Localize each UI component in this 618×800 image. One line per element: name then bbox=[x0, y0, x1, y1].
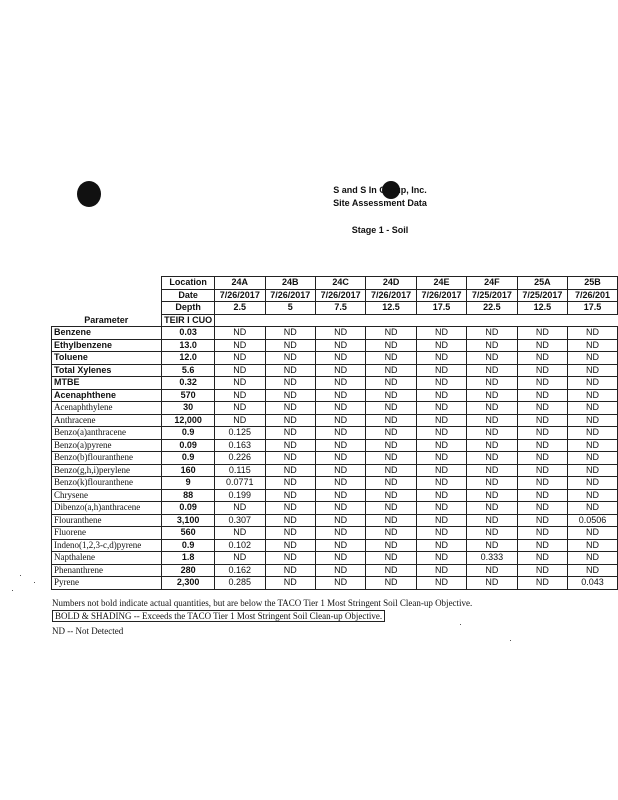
result-cell: ND bbox=[215, 527, 265, 540]
result-cell: ND bbox=[467, 489, 517, 502]
result-cell: ND bbox=[315, 489, 365, 502]
result-cell: ND bbox=[568, 352, 618, 365]
result-cell: 0.307 bbox=[215, 514, 265, 527]
result-cell: ND bbox=[366, 339, 416, 352]
depth-cell: 7.5 bbox=[315, 302, 365, 315]
date-cell: 7/25/2017 bbox=[517, 289, 567, 302]
result-cell: ND bbox=[366, 414, 416, 427]
result-cell: ND bbox=[366, 477, 416, 490]
result-cell: 0.162 bbox=[215, 564, 265, 577]
result-cell: ND bbox=[215, 364, 265, 377]
parameter-cell: Total Xylenes bbox=[52, 364, 162, 377]
result-cell: ND bbox=[215, 389, 265, 402]
date-cell: 7/26/201 bbox=[568, 289, 618, 302]
result-cell: ND bbox=[467, 414, 517, 427]
date-cell: 7/26/2017 bbox=[416, 289, 466, 302]
result-cell: ND bbox=[265, 377, 315, 390]
result-cell: ND bbox=[215, 327, 265, 340]
result-cell: ND bbox=[517, 339, 567, 352]
parameter-cell: Flouranthene bbox=[52, 514, 162, 527]
result-cell: ND bbox=[215, 414, 265, 427]
result-cell: ND bbox=[315, 389, 365, 402]
result-cell: ND bbox=[265, 389, 315, 402]
result-cell: ND bbox=[517, 552, 567, 565]
result-cell: ND bbox=[467, 527, 517, 540]
result-cell: ND bbox=[467, 514, 517, 527]
result-cell: ND bbox=[416, 464, 466, 477]
result-cell: ND bbox=[315, 527, 365, 540]
result-cell: ND bbox=[568, 564, 618, 577]
table-row bbox=[52, 464, 618, 477]
note-values: Numbers not bold indicate actual quantities, but are below the TACO Tier 1 Most Stringent Soil Clean-up Objective. bbox=[52, 598, 473, 608]
result-cell: ND bbox=[416, 502, 466, 515]
result-cell: ND bbox=[265, 352, 315, 365]
parameter-cell: Benzene bbox=[52, 327, 162, 340]
location-cell: 25B bbox=[568, 277, 618, 290]
result-cell: ND bbox=[416, 364, 466, 377]
tier-value-cell: 1.8 bbox=[162, 552, 215, 565]
result-cell: ND bbox=[517, 527, 567, 540]
result-cell: ND bbox=[467, 389, 517, 402]
result-cell: ND bbox=[416, 339, 466, 352]
result-cell: 0.163 bbox=[215, 439, 265, 452]
parameter-cell: Pyrene bbox=[52, 577, 162, 590]
ink-blot-left bbox=[77, 181, 101, 207]
result-cell: ND bbox=[568, 364, 618, 377]
result-cell: 0.333 bbox=[467, 552, 517, 565]
depth-cell: 12.5 bbox=[366, 302, 416, 315]
result-cell: ND bbox=[366, 439, 416, 452]
result-cell: ND bbox=[315, 427, 365, 440]
result-cell: ND bbox=[467, 439, 517, 452]
result-cell: ND bbox=[366, 364, 416, 377]
result-cell: ND bbox=[568, 377, 618, 390]
parameter-cell: MTBE bbox=[52, 377, 162, 390]
result-cell: ND bbox=[416, 414, 466, 427]
result-cell: ND bbox=[416, 427, 466, 440]
result-cell: ND bbox=[315, 464, 365, 477]
result-cell: ND bbox=[568, 402, 618, 415]
result-cell: ND bbox=[568, 439, 618, 452]
parameter-cell: Indeno(1,2,3-c,d)pyrene bbox=[52, 539, 162, 552]
result-cell: 0.0771 bbox=[215, 477, 265, 490]
result-cell: ND bbox=[265, 414, 315, 427]
result-cell: ND bbox=[215, 402, 265, 415]
result-cell: ND bbox=[416, 352, 466, 365]
table-row bbox=[52, 527, 618, 540]
result-cell: ND bbox=[568, 427, 618, 440]
tier-value-cell: 0.09 bbox=[162, 502, 215, 515]
parameter-header-row bbox=[52, 314, 618, 327]
location-cell: 24E bbox=[416, 277, 466, 290]
table-row bbox=[52, 489, 618, 502]
tier-value-cell: 30 bbox=[162, 402, 215, 415]
scan-speck bbox=[34, 582, 35, 583]
table-row bbox=[52, 564, 618, 577]
table-row bbox=[52, 402, 618, 415]
result-cell: 0.115 bbox=[215, 464, 265, 477]
result-cell: ND bbox=[215, 502, 265, 515]
table-row bbox=[52, 327, 618, 340]
date-row bbox=[52, 289, 618, 302]
result-cell: ND bbox=[265, 427, 315, 440]
result-cell: ND bbox=[467, 377, 517, 390]
result-cell: ND bbox=[265, 439, 315, 452]
result-cell: ND bbox=[315, 502, 365, 515]
result-cell: ND bbox=[416, 577, 466, 590]
result-cell: ND bbox=[568, 464, 618, 477]
scan-speck bbox=[12, 590, 13, 591]
result-cell: ND bbox=[568, 452, 618, 465]
result-cell: ND bbox=[366, 539, 416, 552]
result-cell: ND bbox=[366, 489, 416, 502]
result-cell: ND bbox=[467, 352, 517, 365]
result-cell: ND bbox=[467, 364, 517, 377]
result-cell: ND bbox=[416, 477, 466, 490]
result-cell: ND bbox=[416, 389, 466, 402]
result-cell: ND bbox=[315, 539, 365, 552]
result-cell: ND bbox=[366, 527, 416, 540]
depth-label: Depth bbox=[162, 302, 215, 315]
stage-label: Stage 1 - Soil bbox=[351, 225, 409, 235]
parameter-cell: Benzo(k)flouranthene bbox=[52, 477, 162, 490]
scan-speck bbox=[460, 624, 461, 625]
result-cell: ND bbox=[517, 489, 567, 502]
parameter-cell: Benzo(a)pyrene bbox=[52, 439, 162, 452]
result-cell: ND bbox=[265, 564, 315, 577]
depth-cell: 2.5 bbox=[215, 302, 265, 315]
report-subtitle: Site Assessment Data bbox=[333, 198, 427, 208]
result-cell: ND bbox=[568, 539, 618, 552]
table-row bbox=[52, 539, 618, 552]
date-cell: 7/26/2017 bbox=[215, 289, 265, 302]
table-row bbox=[52, 552, 618, 565]
result-cell: ND bbox=[467, 427, 517, 440]
result-cell: ND bbox=[366, 464, 416, 477]
table-row bbox=[52, 577, 618, 590]
result-cell: ND bbox=[366, 552, 416, 565]
table-row bbox=[52, 364, 618, 377]
result-cell: ND bbox=[265, 527, 315, 540]
result-cell: ND bbox=[467, 452, 517, 465]
result-cell: ND bbox=[315, 414, 365, 427]
result-cell: ND bbox=[517, 389, 567, 402]
result-cell: ND bbox=[366, 402, 416, 415]
tier-value-cell: 0.03 bbox=[162, 327, 215, 340]
result-cell: ND bbox=[416, 514, 466, 527]
tier-value-cell: 9 bbox=[162, 477, 215, 490]
result-cell: ND bbox=[517, 427, 567, 440]
result-cell: ND bbox=[568, 489, 618, 502]
parameter-cell: Benzo(a)anthracene bbox=[52, 427, 162, 440]
table-row bbox=[52, 439, 618, 452]
location-cell: 24F bbox=[467, 277, 517, 290]
tier-value-cell: 560 bbox=[162, 527, 215, 540]
result-cell: ND bbox=[467, 464, 517, 477]
result-cell: ND bbox=[568, 327, 618, 340]
result-cell: ND bbox=[366, 377, 416, 390]
tier-value-cell: 0.9 bbox=[162, 452, 215, 465]
result-cell: ND bbox=[265, 364, 315, 377]
location-cell: 25A bbox=[517, 277, 567, 290]
result-cell: 0.125 bbox=[215, 427, 265, 440]
result-cell: ND bbox=[568, 502, 618, 515]
result-cell: ND bbox=[467, 402, 517, 415]
tier-value-cell: 0.09 bbox=[162, 439, 215, 452]
result-cell: ND bbox=[517, 539, 567, 552]
date-cell: 7/25/2017 bbox=[467, 289, 517, 302]
result-cell: ND bbox=[315, 514, 365, 527]
tier-header: TEIR I CUO bbox=[162, 314, 215, 327]
result-cell: ND bbox=[315, 552, 365, 565]
result-cell: ND bbox=[467, 577, 517, 590]
result-cell: ND bbox=[265, 402, 315, 415]
scan-speck bbox=[20, 575, 21, 576]
result-cell: ND bbox=[416, 539, 466, 552]
result-cell: ND bbox=[517, 452, 567, 465]
location-label: Location bbox=[162, 277, 215, 290]
result-cell: ND bbox=[416, 377, 466, 390]
result-cell: ND bbox=[265, 577, 315, 590]
result-cell: ND bbox=[315, 377, 365, 390]
result-cell: ND bbox=[517, 577, 567, 590]
parameter-cell: Benzo(g,h,i)perylene bbox=[52, 464, 162, 477]
result-cell: ND bbox=[517, 414, 567, 427]
result-cell: ND bbox=[265, 552, 315, 565]
date-label: Date bbox=[162, 289, 215, 302]
result-cell: ND bbox=[416, 452, 466, 465]
parameter-cell: Toluene bbox=[52, 352, 162, 365]
result-cell: ND bbox=[366, 389, 416, 402]
location-row bbox=[52, 277, 618, 290]
result-cell: ND bbox=[568, 414, 618, 427]
result-cell: ND bbox=[265, 502, 315, 515]
result-cell: ND bbox=[517, 514, 567, 527]
table-row bbox=[52, 427, 618, 440]
note-not-detected: ND -- Not Detected bbox=[52, 626, 124, 636]
result-cell: ND bbox=[568, 389, 618, 402]
result-cell: ND bbox=[265, 514, 315, 527]
result-cell: ND bbox=[416, 489, 466, 502]
result-cell: ND bbox=[315, 577, 365, 590]
result-cell: ND bbox=[215, 352, 265, 365]
tier-value-cell: 160 bbox=[162, 464, 215, 477]
tier-value-cell: 0.32 bbox=[162, 377, 215, 390]
result-cell: ND bbox=[517, 464, 567, 477]
table-row bbox=[52, 502, 618, 515]
result-cell: ND bbox=[568, 552, 618, 565]
result-cell: ND bbox=[416, 327, 466, 340]
parameter-header: Parameter bbox=[52, 314, 162, 327]
result-cell: ND bbox=[366, 452, 416, 465]
depth-cell: 17.5 bbox=[416, 302, 466, 315]
result-cell: ND bbox=[568, 477, 618, 490]
result-cell: ND bbox=[215, 377, 265, 390]
result-cell: ND bbox=[366, 514, 416, 527]
depth-cell: 17.5 bbox=[568, 302, 618, 315]
tier-value-cell: 0.9 bbox=[162, 427, 215, 440]
result-cell: ND bbox=[215, 552, 265, 565]
result-cell: ND bbox=[568, 339, 618, 352]
result-cell: ND bbox=[416, 402, 466, 415]
location-cell: 24B bbox=[265, 277, 315, 290]
result-cell: ND bbox=[315, 477, 365, 490]
company-title: S and S In Group, Inc. bbox=[333, 185, 427, 195]
result-cell: 0.199 bbox=[215, 489, 265, 502]
result-cell: ND bbox=[315, 352, 365, 365]
location-cell: 24A bbox=[215, 277, 265, 290]
result-cell: ND bbox=[568, 527, 618, 540]
table-row bbox=[52, 339, 618, 352]
result-cell: ND bbox=[265, 327, 315, 340]
result-cell: ND bbox=[366, 502, 416, 515]
result-cell: 0.102 bbox=[215, 539, 265, 552]
result-cell: ND bbox=[265, 477, 315, 490]
table-row bbox=[52, 352, 618, 365]
parameter-cell: Acenaphthene bbox=[52, 389, 162, 402]
parameter-cell: Ethylbenzene bbox=[52, 339, 162, 352]
depth-cell: 5 bbox=[265, 302, 315, 315]
result-cell: ND bbox=[517, 364, 567, 377]
result-cell: ND bbox=[265, 339, 315, 352]
result-cell: ND bbox=[366, 577, 416, 590]
table-row bbox=[52, 514, 618, 527]
table-row bbox=[52, 377, 618, 390]
result-cell: ND bbox=[517, 327, 567, 340]
table-row bbox=[52, 452, 618, 465]
result-cell: ND bbox=[467, 502, 517, 515]
parameter-cell: Acenaphthylene bbox=[52, 402, 162, 415]
parameter-cell: Anthracene bbox=[52, 414, 162, 427]
result-cell: ND bbox=[315, 327, 365, 340]
result-cell: ND bbox=[366, 427, 416, 440]
result-cell: ND bbox=[265, 464, 315, 477]
parameter-cell: Benzo(b)flouranthene bbox=[52, 452, 162, 465]
depth-cell: 22.5 bbox=[467, 302, 517, 315]
tier-value-cell: 13.0 bbox=[162, 339, 215, 352]
result-cell: ND bbox=[467, 327, 517, 340]
result-cell: ND bbox=[517, 352, 567, 365]
tier-value-cell: 570 bbox=[162, 389, 215, 402]
result-cell: ND bbox=[366, 564, 416, 577]
result-cell: ND bbox=[366, 352, 416, 365]
result-cell: 0.226 bbox=[215, 452, 265, 465]
table-row bbox=[52, 389, 618, 402]
depth-row bbox=[52, 302, 618, 315]
result-cell: ND bbox=[215, 339, 265, 352]
tier-value-cell: 280 bbox=[162, 564, 215, 577]
tier-value-cell: 5.6 bbox=[162, 364, 215, 377]
parameter-cell: Phenanthrene bbox=[52, 564, 162, 577]
result-cell: ND bbox=[315, 364, 365, 377]
result-cell: ND bbox=[467, 564, 517, 577]
note-bold-shading-text: BOLD & SHADING -- Exceeds the TACO Tier 1 Most Stringent Soil Clean-up Objective. bbox=[52, 610, 385, 622]
tier-value-cell: 88 bbox=[162, 489, 215, 502]
result-cell: ND bbox=[416, 552, 466, 565]
tier-value-cell: 12,000 bbox=[162, 414, 215, 427]
result-cell: ND bbox=[467, 477, 517, 490]
result-cell: ND bbox=[467, 339, 517, 352]
parameter-cell: Fluorene bbox=[52, 527, 162, 540]
result-cell: 0.285 bbox=[215, 577, 265, 590]
soil-data-table bbox=[51, 276, 618, 596]
result-cell: ND bbox=[315, 439, 365, 452]
result-cell: ND bbox=[416, 527, 466, 540]
date-cell: 7/26/2017 bbox=[315, 289, 365, 302]
result-cell: ND bbox=[517, 439, 567, 452]
result-cell: ND bbox=[517, 477, 567, 490]
location-cell: 24D bbox=[366, 277, 416, 290]
result-cell: ND bbox=[265, 452, 315, 465]
table-row bbox=[52, 477, 618, 490]
result-cell: ND bbox=[265, 489, 315, 502]
scan-speck bbox=[510, 640, 511, 641]
result-cell: 0.0506 bbox=[568, 514, 618, 527]
tier-value-cell: 2,300 bbox=[162, 577, 215, 590]
result-cell: ND bbox=[265, 539, 315, 552]
tier-value-cell: 3,100 bbox=[162, 514, 215, 527]
result-cell: ND bbox=[416, 564, 466, 577]
result-cell: ND bbox=[366, 327, 416, 340]
result-cell: ND bbox=[315, 564, 365, 577]
parameter-cell: Napthalene bbox=[52, 552, 162, 565]
result-cell: 0.043 bbox=[568, 577, 618, 590]
date-cell: 7/26/2017 bbox=[265, 289, 315, 302]
date-cell: 7/26/2017 bbox=[366, 289, 416, 302]
note-bold-shading bbox=[52, 611, 385, 621]
depth-cell: 12.5 bbox=[517, 302, 567, 315]
result-cell: ND bbox=[517, 402, 567, 415]
result-cell: ND bbox=[517, 564, 567, 577]
result-cell: ND bbox=[517, 377, 567, 390]
parameter-cell: Chrysene bbox=[52, 489, 162, 502]
table-row bbox=[52, 414, 618, 427]
result-cell: ND bbox=[315, 339, 365, 352]
location-cell: 24C bbox=[315, 277, 365, 290]
result-cell: ND bbox=[315, 402, 365, 415]
parameter-cell: Dibenzo(a,h)anthracene bbox=[52, 502, 162, 515]
result-cell: ND bbox=[416, 439, 466, 452]
result-cell: ND bbox=[467, 539, 517, 552]
tier-value-cell: 12.0 bbox=[162, 352, 215, 365]
result-cell: ND bbox=[315, 452, 365, 465]
tier-value-cell: 0.9 bbox=[162, 539, 215, 552]
result-cell: ND bbox=[517, 502, 567, 515]
